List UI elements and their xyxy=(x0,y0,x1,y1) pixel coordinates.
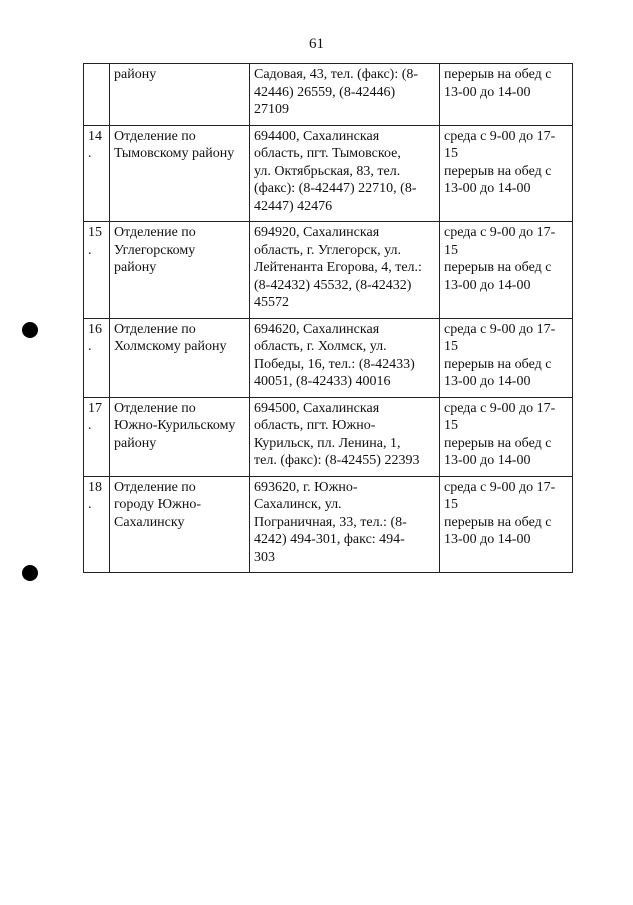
office-name-cell: району xyxy=(110,64,250,126)
table-row xyxy=(84,476,573,573)
table-row xyxy=(84,222,573,319)
row-number-cell: 15 . xyxy=(84,222,110,319)
hours-cell: среда с 9-00 до 17- 15 перерыв на обед с 13-00 до 14-00 xyxy=(440,476,573,573)
hours-cell: среда с 9-00 до 17- 15 перерыв на обед с 13-00 до 14-00 xyxy=(440,318,573,397)
table-row xyxy=(84,397,573,476)
hours-cell: среда с 9-00 до 17- 15 перерыв на обед с 13-00 до 14-00 xyxy=(440,125,573,222)
row-number-cell: 17 . xyxy=(84,397,110,476)
row-number-cell: 18 . xyxy=(84,476,110,573)
office-name-cell: Отделение по Тымовскому району xyxy=(110,125,250,222)
address-cell: 694620, Сахалинская область, г. Холмск, ул. Победы, 16, тел.: (8-42433) 40051, (8-42433) 40016 xyxy=(250,318,440,397)
branch-offices-table xyxy=(83,63,573,573)
office-name-cell: Отделение по Холмскому району xyxy=(110,318,250,397)
address-cell: 694500, Сахалинская область, пгт. Южно- Курильск, пл. Ленина, 1, тел. (факс): (8-42455) 22393 xyxy=(250,397,440,476)
office-name-cell: Отделение по городу Южно- Сахалинску xyxy=(110,476,250,573)
address-cell: 694400, Сахалинская область, пгт. Тымовское, ул. Октябрьская, 83, тел. (факс): (8-42447) 22710, (8- 42447) 42476 xyxy=(250,125,440,222)
hours-cell: среда с 9-00 до 17- 15 перерыв на обед с 13-00 до 14-00 xyxy=(440,222,573,319)
punch-hole-mark xyxy=(22,565,38,581)
address-cell: Садовая, 43, тел. (факс): (8- 42446) 26559, (8-42446) 27109 xyxy=(250,64,440,126)
table-row xyxy=(84,125,573,222)
address-cell: 693620, г. Южно- Сахалинск, ул. Пограничная, 33, тел.: (8- 4242) 494-301, факс: 494- 303 xyxy=(250,476,440,573)
row-number-cell xyxy=(84,64,110,126)
hours-cell: среда с 9-00 до 17- 15 перерыв на обед с 13-00 до 14-00 xyxy=(440,397,573,476)
page-number: 61 xyxy=(309,36,324,52)
table-row xyxy=(84,64,573,126)
table-row xyxy=(84,318,573,397)
hours-cell: перерыв на обед с 13-00 до 14-00 xyxy=(440,64,573,126)
office-name-cell: Отделение по Углегорскому району xyxy=(110,222,250,319)
row-number-cell: 16 . xyxy=(84,318,110,397)
row-number-cell: 14 . xyxy=(84,125,110,222)
address-cell: 694920, Сахалинская область, г. Углегорск, ул. Лейтенанта Егорова, 4, тел.: (8-42432) 45532, (8-42432) 45572 xyxy=(250,222,440,319)
punch-hole-mark xyxy=(22,322,38,338)
office-name-cell: Отделение по Южно-Курильскому району xyxy=(110,397,250,476)
